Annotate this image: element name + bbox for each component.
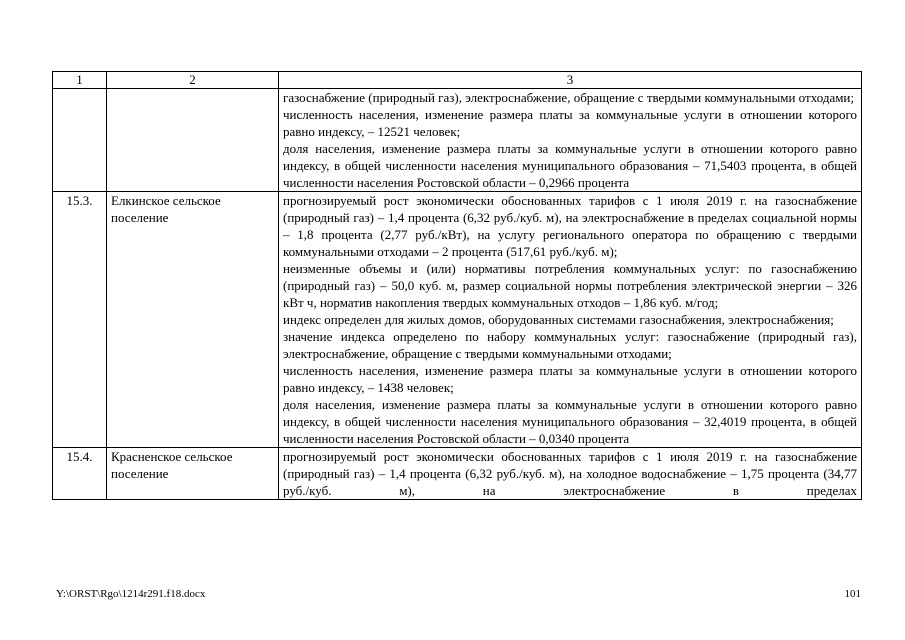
description-cell xyxy=(279,89,862,192)
description-paragraph: газоснабжение (природный газ), электроснабжение, обращение с твердыми коммунальными отходами; xyxy=(283,90,855,105)
header-cell-2: 2 xyxy=(107,72,279,89)
header-cell-3: 3 xyxy=(279,72,862,89)
description-paragraph: неизменные объемы и (или) нормативы потребления коммунальных услуг: по газоснабжению (природный газ) – 50,0 куб. м, размер социальной нормы потребления электрической энергии – 326 кВт ч, норматив накопления твердых коммунальных отходов – 1,86 куб. м/год; xyxy=(283,261,857,310)
description-paragraph: значение индекса определено по набору коммунальных услуг: газоснабжение (природный газ), электроснабжение, обращение с твердыми коммунальными отходами; xyxy=(283,329,857,361)
header-cell-1: 1 xyxy=(53,72,107,89)
row-number-cell: 15.3. xyxy=(53,192,107,448)
table-header-row xyxy=(53,72,862,89)
table-row xyxy=(53,89,862,192)
footer-page-number: 101 xyxy=(844,588,861,600)
municipality-name-cell: Красненское сельское поселение xyxy=(107,448,279,500)
municipality-name-cell xyxy=(107,89,279,192)
description-paragraph: численность населения, изменение размера платы за коммунальные услуги в отношении которого равно индексу, – 12521 человек; xyxy=(283,107,857,139)
description-paragraph: индекс определен для жилых домов, оборудованных системами газоснабжения, электроснабжения; xyxy=(283,312,834,327)
document-table xyxy=(52,71,862,500)
row-number-cell xyxy=(53,89,107,192)
description-cell xyxy=(279,192,862,448)
description-paragraph: численность населения, изменение размера платы за коммунальные услуги в отношении которого равно индексу, – 1438 человек; xyxy=(283,363,857,395)
description-paragraph: прогнозируемый рост экономически обоснованных тарифов с 1 июля 2019 г. на газоснабжение (природный газ) – 1,4 процента (6,32 руб./куб. м), на электроснабжение в пределах социальной нормы – 1,8 процента (2,77 руб./кВт), на услугу регионального оператора по обращению с твердыми коммунальными отходами – 2 процента (517,61 руб./куб. м); xyxy=(283,193,857,259)
row-number-cell: 15.4. xyxy=(53,448,107,500)
description-paragraph: доля населения, изменение размера платы за коммунальные услуги в отношении которого равно индексу, в общей численности населения муниципального образования – 71,5403 процента, в общей численности населения Ростовской области – 0,2966 процента xyxy=(283,141,857,190)
municipality-name-cell: Елкинское сельское поселение xyxy=(107,192,279,448)
table-row xyxy=(53,192,862,448)
description-paragraph: прогнозируемый рост экономически обоснованных тарифов с 1 июля 2019 г. на газоснабжение (природный газ) – 1,4 процента (6,32 руб./куб. м), на холодное водоснабжение – 1,75 процента (34,77 руб./куб. м), на электроснабжение в пределах xyxy=(283,449,857,498)
description-paragraph: доля населения, изменение размера платы за коммунальные услуги в отношении которого равно индексу, в общей численности населения муниципального образования – 32,4019 процента, в общей численности населения Ростовской области – 0,0340 процента xyxy=(283,397,857,446)
footer-file-path: Y:\ORST\Rgo\1214r291.f18.docx xyxy=(56,588,206,600)
description-cell xyxy=(279,448,862,500)
table-row xyxy=(53,448,862,500)
